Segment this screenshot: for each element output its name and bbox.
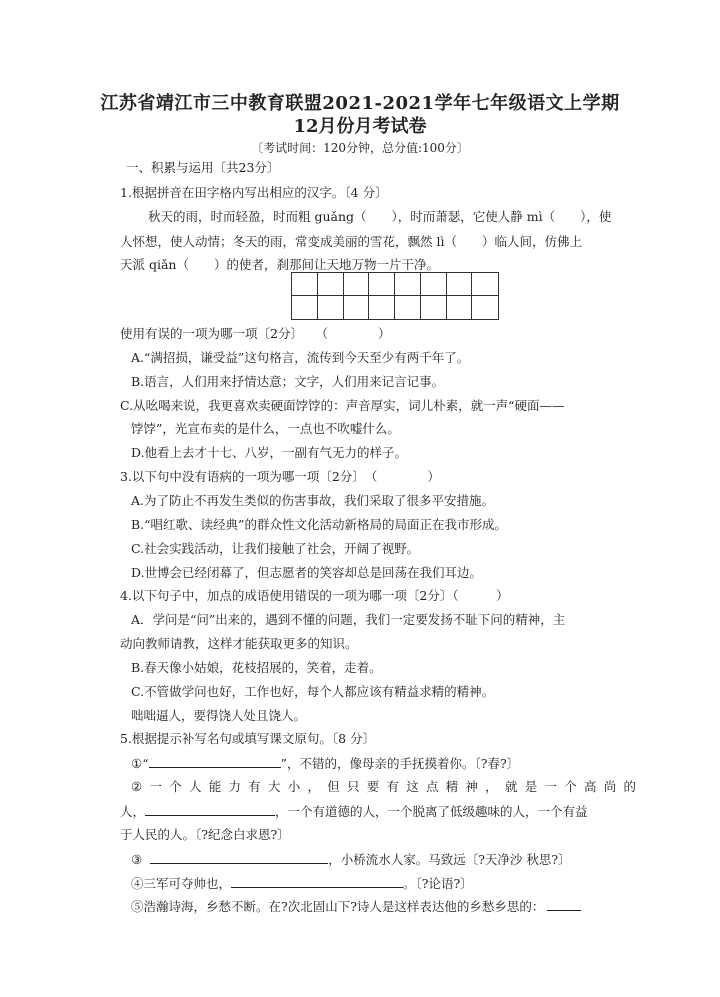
q2-option-d: D.他看上去才十七、八岁，一副有气无力的样子。 bbox=[131, 445, 408, 460]
q5-item4-suffix: 。〔?论语?〕 bbox=[403, 876, 473, 891]
q4-stem: 4.以下句子中，加点的成语使用错误的一项为哪一项〔2分〕（ ） bbox=[120, 588, 509, 603]
q5-item2-char: 人 bbox=[188, 779, 202, 794]
q5-item2-l2-prefix: 人， bbox=[120, 804, 146, 819]
grid-cell[interactable] bbox=[395, 296, 421, 319]
q5-item2-char: 个 bbox=[564, 779, 577, 794]
grid-cell[interactable] bbox=[292, 273, 318, 296]
grid-cell[interactable] bbox=[344, 296, 370, 319]
q1-passage-line2: 人怀想，使人动情；冬天的雨，常变成美丽的雪花，飘然 lì（ ）临人间，仿佛上 bbox=[120, 234, 582, 249]
q5-item3-prefix: ③ bbox=[131, 852, 143, 867]
q5-item2-blank[interactable] bbox=[145, 803, 275, 816]
q5-item4-blank[interactable] bbox=[231, 875, 403, 888]
q4-option-a-line2: 动向教师请教，这样才能获取更多的知识。 bbox=[120, 636, 358, 651]
grid-cell[interactable] bbox=[421, 273, 447, 296]
q5-item2-char: 个 bbox=[169, 779, 182, 794]
q5-item4 bbox=[131, 875, 651, 892]
q5-item3-blank[interactable] bbox=[150, 851, 328, 864]
grid-cell[interactable] bbox=[472, 296, 498, 319]
q4-option-d: 咄咄逼人，要得饶人处且饶人。 bbox=[131, 708, 307, 723]
q4-option-a-line1: A．学问是“问”出来的，遇到不懂的问题，我们一定要发扬不耻下问的精神，主 bbox=[131, 612, 566, 627]
grid-cell[interactable] bbox=[421, 296, 447, 319]
q2-option-a: A.“满招损，谦受益”这句格言，流传到今天至少有两千年了。 bbox=[131, 350, 470, 365]
q5-item1-blank[interactable] bbox=[149, 755, 281, 768]
q1-stem: 1.根据拼音在田字格内写出相应的汉字。〔4 分〕 bbox=[120, 185, 388, 200]
q5-item1 bbox=[131, 755, 651, 772]
q5-item2-char: 只 bbox=[346, 779, 360, 794]
q5-item5-prefix: ⑤浩瀚诗海，乡愁不断。在?次北固山下?诗人是这样表达他的乡愁乡思的： bbox=[131, 899, 545, 914]
answer-grid[interactable] bbox=[291, 272, 499, 320]
q5-item2-char: 尚 bbox=[603, 779, 617, 794]
grid-cell[interactable] bbox=[344, 273, 370, 296]
grid-cell[interactable] bbox=[395, 273, 421, 296]
q5-item5 bbox=[131, 898, 651, 915]
q2-option-c-line1: C.从吆喝来说，我更喜欢卖硬面饽饽的：声音厚实，词儿朴素，就一声“硬面—— bbox=[120, 398, 565, 413]
exam-title-line2: 12月份月考试卷 bbox=[293, 116, 427, 137]
q3-option-c: C.社会实践活动，让我们接触了社会，开阔了视野。 bbox=[131, 541, 420, 556]
q3-option-a: A.为了防止不再发生类似的伤害事故，我们采取了很多平安措施。 bbox=[131, 493, 495, 508]
q5-item2-char: 高 bbox=[583, 779, 597, 794]
q5-item1-suffix: ”，不错的，像母亲的手抚摸着你。〔?春?〕 bbox=[280, 756, 520, 771]
q5-item5-blank[interactable] bbox=[547, 898, 581, 911]
grid-cell[interactable] bbox=[472, 273, 498, 296]
q5-item1-prefix: ①“ bbox=[131, 756, 149, 771]
q4-option-b: B.春天像小姑娘，花枝招展的，笑着，走着。 bbox=[131, 660, 382, 675]
q5-item2-char: 是 bbox=[524, 779, 538, 794]
q1-passage-line1: 秋天的雨，时而轻盈，时而粗 guǎng（ ），时而萧瑟，它使人静 mì（ ），使 bbox=[148, 209, 612, 224]
q5-item2-char: 力 bbox=[228, 779, 241, 794]
q2-option-c-line2: 饽饽”，光宣布卖的是什么，一点也不吹嘘什么。 bbox=[131, 421, 400, 436]
grid-cell[interactable] bbox=[292, 296, 318, 319]
q5-item2-char: 大 bbox=[267, 779, 281, 794]
q2-option-b: B.语言，人们用来抒情达意；文字，人们用来记言记事。 bbox=[131, 374, 445, 389]
q5-item4-prefix: ④三军可夺帅也， bbox=[131, 876, 232, 891]
section-heading: 一、积累与运用〔共23分〕 bbox=[126, 160, 280, 175]
grid-cell[interactable] bbox=[447, 273, 473, 296]
grid-cell[interactable] bbox=[318, 273, 344, 296]
q5-item2-char: 一 bbox=[544, 779, 557, 794]
q5-item2-line3: 于人民的人。〔?纪念白求恩?〕 bbox=[120, 827, 290, 842]
q5-item2-char: 要 bbox=[366, 779, 380, 794]
q5-item2-char: 点 bbox=[425, 779, 439, 794]
q3-option-b: B.“唱红歌、读经典”的群众性文化活动新格局的局面正在我市形成。 bbox=[131, 517, 507, 532]
exam-info: 〔考试时间：120分钟，总分值:100分〕 bbox=[251, 141, 469, 155]
q5-item3 bbox=[131, 851, 651, 868]
q2-stem: 使用有误的一项为哪一项〔2分〕 （ ） bbox=[120, 326, 391, 341]
q5-item2-line1 bbox=[131, 779, 636, 795]
grid-cell[interactable] bbox=[369, 296, 395, 319]
q4-option-c: C.不管做学问也好，工作也好，每个人都应该有精益求精的精神。 bbox=[131, 684, 495, 699]
q5-item2-char: 这 bbox=[406, 779, 419, 794]
q5-item2-char: 的 bbox=[623, 779, 636, 794]
q5-item2-char: ② bbox=[131, 779, 143, 794]
q5-item2-char: 有 bbox=[386, 779, 399, 794]
q5-item2-char: 精 bbox=[445, 779, 459, 794]
exam-title-line1: 江苏省靖江市三中教育联盟2021-2021学年七年级语文上学期 bbox=[100, 93, 620, 114]
q5-item2-char: 神 bbox=[465, 779, 478, 794]
q5-item2-char: 能 bbox=[208, 779, 222, 794]
grid-cell[interactable] bbox=[369, 273, 395, 296]
q5-item2-char: 有 bbox=[248, 779, 261, 794]
q5-item2-l2-suffix: ，一个有道德的人，一个脱离了低级趣味的人，一个有益 bbox=[275, 804, 588, 819]
q5-item2-line2 bbox=[120, 803, 640, 820]
grid-cell[interactable] bbox=[447, 296, 473, 319]
q1-passage-line3: 天派 qiǎn（ ）的使者，刹那间让天地万物一片干净。 bbox=[120, 257, 439, 272]
q3-option-d: D.世博会已经闭幕了，但志愿者的笑容却总是回荡在我们耳边。 bbox=[131, 565, 483, 580]
q5-stem: 5.根据提示补写名句或填写课文原句。〔8 分〕 bbox=[120, 731, 376, 746]
q5-item2-char: 就 bbox=[504, 779, 518, 794]
q5-item2-char: 但 bbox=[327, 779, 340, 794]
q5-item2-char: 小 bbox=[287, 779, 301, 794]
q3-stem: 3.以下句中没有语病的一项为哪一项〔2分〕 （ ） bbox=[120, 469, 440, 484]
q5-item2-char: ， bbox=[307, 779, 320, 794]
grid-cell[interactable] bbox=[318, 296, 344, 319]
q5-item3-suffix: ，小桥流水人家。马致远〔?天净沙 秋思?〕 bbox=[328, 852, 571, 867]
q5-item2-char: ， bbox=[485, 779, 498, 794]
q5-item2-char: 一 bbox=[149, 779, 162, 794]
